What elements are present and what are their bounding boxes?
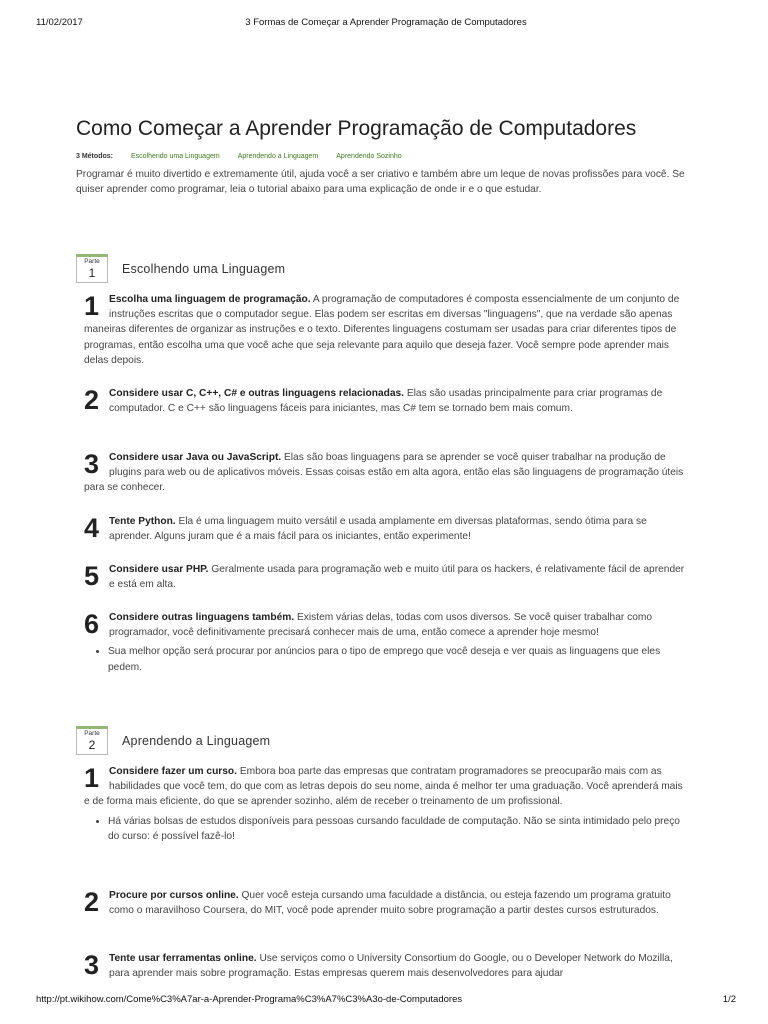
method-link-1[interactable]: Escolhendo uma Linguagem (130, 152, 220, 160)
step-title: Tente usar ferramentas online. (109, 953, 257, 964)
step-text: Ela é uma linguagem muito versátil e usada amplamente em diversas plataformas, sendo ótima para se aprender. Alguns juram que é a mais fácil para os iniciantes, então experimente! (109, 516, 647, 543)
step-title: Escolha uma linguagem de programação. (109, 294, 311, 305)
step (84, 450, 690, 496)
print-date: 11/02/2017 (36, 17, 83, 28)
step-tips (108, 814, 690, 844)
step-text: Geralmente usada para programação web e muito útil para os hackers, é relativamente fácil de aprender e está em alta. (109, 564, 685, 591)
part-badge (76, 254, 108, 283)
print-footer (36, 994, 736, 1008)
step (84, 292, 690, 368)
step (84, 764, 690, 844)
part-word: Parte (84, 258, 100, 265)
part-title: Aprendendo a Linguagem (122, 734, 271, 748)
step (84, 951, 690, 983)
step-number: 2 (84, 385, 100, 415)
tip-item: • Sua melhor opção será procurar por anúncios para o tipo de emprego que você deseja e ver quais as linguagens que eles pedem. (108, 644, 690, 674)
step (84, 610, 690, 675)
methods-nav (76, 150, 708, 162)
part-number: 2 (88, 738, 96, 752)
page-title: Como Começar a Aprender Programação de Computadores (76, 117, 637, 140)
print-header (36, 17, 736, 31)
part-word: Parte (84, 730, 100, 737)
step-text: Use serviços como o University Consortium do Google, ou o Developer Network do Mozilla, para aprender mais sobre programação. Estas empresas querem mais desenvolvedores para ajudar (109, 953, 673, 980)
intro-paragraph: Programar é muito divertido e extremamente útil, ajuda você a ser criativo e também abre um leque de novas profissões para você. Se quiser aprender como programar, leia o tutorial abaixo para uma explicação de onde ir e o que estudar. (76, 169, 685, 195)
step-title: Considere usar PHP. (109, 564, 209, 575)
step (84, 562, 690, 592)
step-number: 6 (84, 609, 100, 639)
step-text: A programação de computadores é composta essencialmente de um conjunto de instruções escritas que o computador segue. Elas podem ser escritas em diversas "linguagens", que na verdade são apenas maneiras diferentes de organizar as instruções e o texto. Diferentes linguagens costumam ser usadas para criar diferentes tipos de programas, então escolha uma que você ache que seja relevante para aquilo que deseja fazer. Você sempre pode aprender mais delas depois. (84, 294, 680, 366)
step-text: Existem várias delas, todas com usos diversos. Se você quiser trabalhar como programador, você definitivamente precisará conhecer mais de uma, então comece a aprender hoje mesmo! (109, 612, 653, 639)
step-tips (108, 644, 690, 674)
step-number: 5 (84, 561, 100, 591)
step-text: Embora boa parte das empresas que contratam programadores se preocuparão mais com as habilidades que você tem, do que com as letras depois do seu nome, ainda é melhor ter uma graduação. Você aprenderá mais e de forma mais eficiente, do que se aprender sozinho, além de receber o treinamento de um profissional. (84, 766, 683, 808)
step-text: Elas são boas linguagens para se aprender se você quiser trabalhar na produção de plugins para web ou de aplicativos móveis. Essas coisas estão em alta agora, então elas são linguagens de programação úteis para se conhecer. (84, 452, 684, 494)
print-document-title: 3 Formas de Começar a Aprender Programação de Computadores (245, 17, 527, 28)
step-title: Tente Python. (109, 516, 176, 527)
methods-label: 3 Métodos: (76, 152, 113, 160)
step-title: Considere usar C, C++, C# e outras linguagens relacionadas. (109, 388, 405, 399)
step (84, 386, 690, 416)
step-number: 2 (84, 887, 100, 917)
step-text: Elas são usadas principalmente para criar programas de computador. C e C++ são linguagens fáceis para iniciantes, mas C# tem se tornado bem mais comum. (109, 388, 663, 415)
part-badge (76, 726, 108, 755)
step (84, 514, 690, 544)
print-url: http://pt.wikihow.com/Come%C3%A7ar-a-Aprender-Programa%C3%A7%C3%A3o-de-Computadores (36, 994, 463, 1005)
step-number: 3 (84, 449, 100, 479)
step-title: Considere usar Java ou JavaScript. (109, 452, 282, 463)
part-number: 1 (88, 266, 96, 280)
step-text: Quer você esteja cursando uma faculdade a distância, ou esteja fazendo um programa gratuito como o maravilhoso Coursera, do MIT, você pode aprender muito sobre programação a partir destes cursos estruturados. (109, 890, 671, 917)
step-title: Considere fazer um curso. (109, 766, 237, 777)
page-number: 1/2 (722, 994, 736, 1005)
step-number: 4 (84, 513, 100, 543)
step-number: 3 (84, 951, 100, 980)
step-number: 1 (84, 291, 100, 321)
part-title: Escolhendo uma Linguagem (122, 262, 286, 276)
method-link-3[interactable]: Aprendendo Sozinho (336, 152, 402, 160)
step (84, 888, 690, 918)
step-number: 1 (84, 763, 100, 793)
step-title: Procure por cursos online. (109, 890, 239, 901)
tip-item: • Há várias bolsas de estudos disponíveis para pessoas cursando faculdade de computação. Não se sinta intimidado pelo preço do curso: é possível fazê-lo! (108, 814, 690, 844)
article-header (76, 116, 708, 207)
step-title: Considere outras linguagens também. (109, 612, 295, 623)
method-link-2[interactable]: Aprendendo a Linguagem (237, 152, 319, 160)
